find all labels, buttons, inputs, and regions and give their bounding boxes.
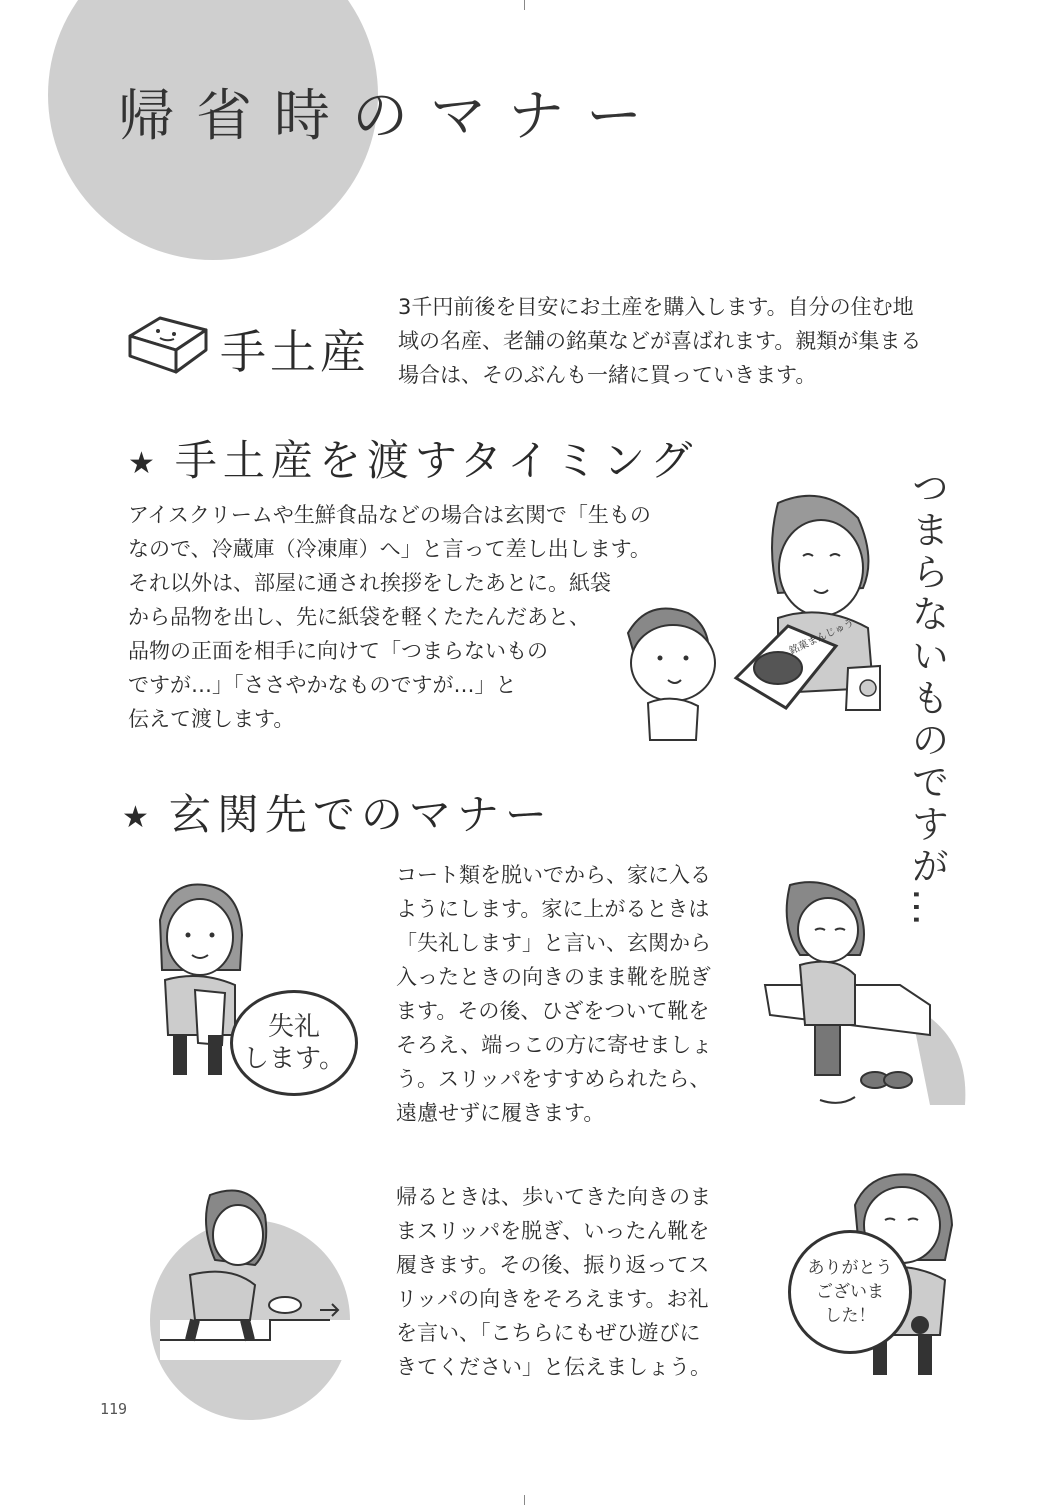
crouching-woman-illustration	[160, 1180, 360, 1360]
kneeling-woman-illustration	[760, 875, 970, 1115]
entrance-heading	[122, 782, 553, 842]
box-label: 銘菓まんじゅう	[787, 617, 856, 658]
timing-heading	[128, 428, 698, 488]
speech-bubble-2: ありがとう ございま した！	[788, 1230, 912, 1354]
entrance-text-2: 帰るときは、歩いてきた向きのま まスリッパを脱ぎ、いったん靴を 履きます。その後、振り返ってス リッパの向きをそろえます。お礼 を言い、「こちらにもぜひ遊びに きてください」と伝えましょう。	[396, 1185, 711, 1379]
page-title: 帰省時のマナー	[118, 84, 664, 149]
timing-heading-text: 手土産を渡すタイミング	[174, 436, 699, 485]
page-number: 119	[100, 1400, 128, 1418]
gift-giving-illustration	[618, 478, 908, 748]
section-title: 手土産	[220, 325, 370, 379]
entrance-heading-text: 玄関先でのマナー	[168, 790, 553, 839]
crop-mark-top	[524, 0, 525, 10]
timing-text: アイスクリームや生鮮食品などの場合は玄関で「生もの なので、冷蔵庫（冷凍庫）へ」と言って差し出します。 それ以外は、部屋に通され挨拶をしたあとに。紙袋 から品物を出し、先に紙袋を軽くたたんだあと、 品物の正面を相手に向けて「つまらないもの ですが…」「ささやかなものですが…」と 伝えて渡します。	[128, 503, 651, 731]
entrance-text-1: コート類を脱いでから、家に入る ようにします。家に上がるときは 「失礼します」と言い、玄関から 入ったときの向きのまま靴を脱ぎ ます。その後、ひざをついて靴を そろえ、端っこの方に寄せましょ う。スリッパをすすめられたら、 遠慮せずに履きます。	[396, 863, 713, 1125]
gift-box-icon	[122, 308, 212, 378]
star-icon: ★	[128, 446, 161, 481]
section-intro: 3千円前後を目安にお土産を購入します。自分の住む地 域の名産、老舗の銘菓などが喜ばれます。親類が集まる 場合は、そのぶんも一緒に買っていきます。	[398, 295, 922, 387]
star-icon: ★	[122, 800, 155, 835]
crop-mark-bottom	[524, 1495, 525, 1505]
speech-vertical: つまらないものですが…	[905, 468, 949, 930]
speech-bubble-1: 失礼 します。	[230, 990, 358, 1096]
